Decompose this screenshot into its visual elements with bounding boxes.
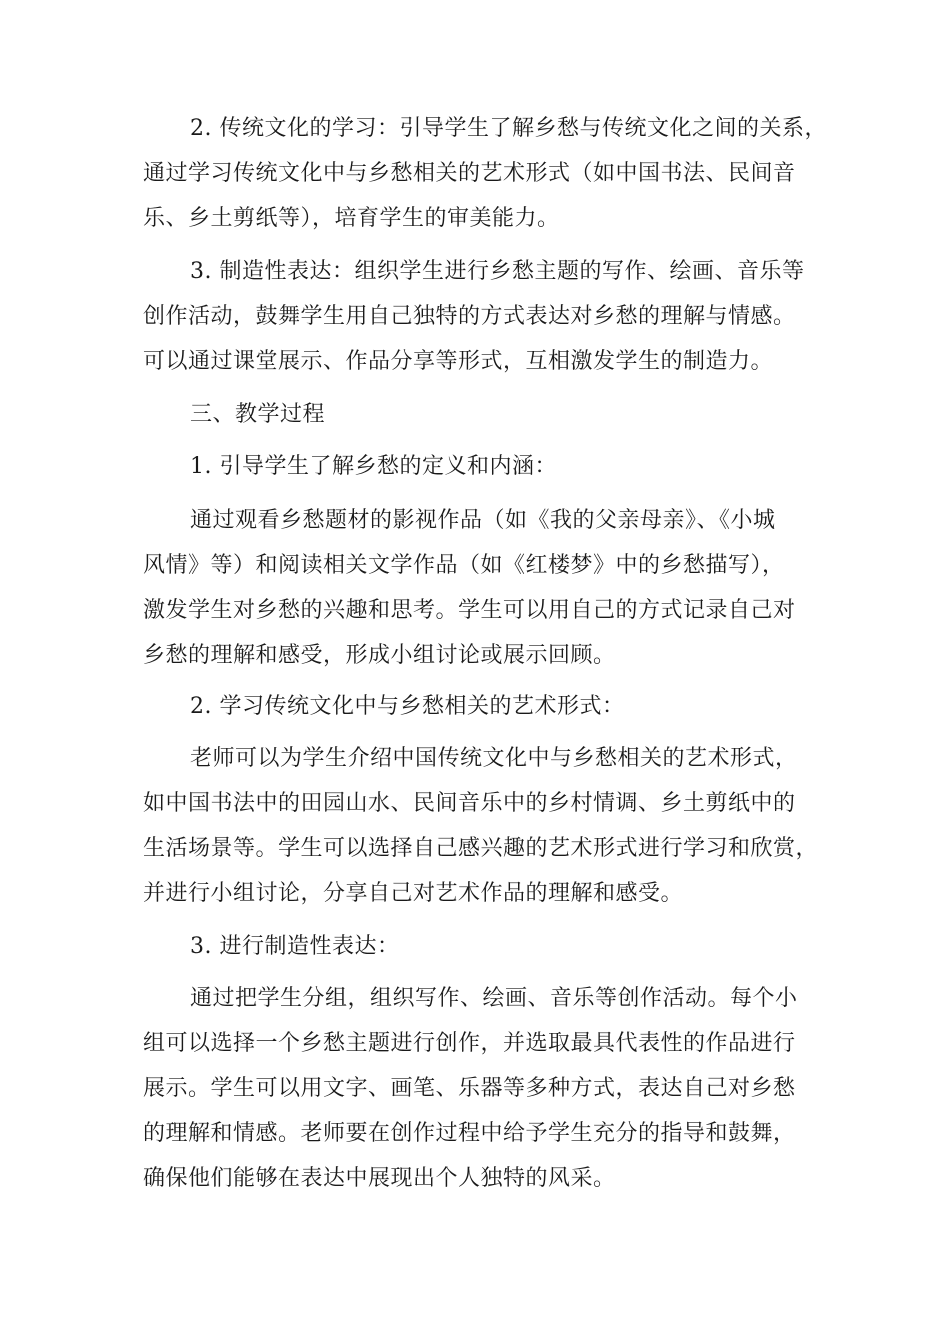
step3-body-line-1: 通过把学生分组，组织写作、绘画、音乐等创作活动。每个小 <box>190 986 798 1011</box>
step3-body-line-3: 展示。学生可以用文字、画笔、乐器等多种方式，表达自己对乡愁 <box>143 1076 796 1101</box>
step3-body-line-5: 确保他们能够在表达中展现出个人独特的风采。 <box>143 1166 616 1191</box>
step3-heading: 3. 进行制造性表达： <box>190 934 400 959</box>
step1-heading: 1. 引导学生了解乡愁的定义和内涵： <box>190 454 557 479</box>
item2-line-3: 乐、乡土剪纸等），培育学生的审美能力。 <box>143 206 560 231</box>
step2-body-line-2: 如中国书法中的田园山水、民间音乐中的乡村情调、乡土剪纸中的 <box>143 791 796 816</box>
step2-body-line-4: 并进行小组讨论，分享自己对艺术作品的理解和感受。 <box>143 881 684 906</box>
item2-line-2: 通过学习传统文化中与乡愁相关的艺术形式（如中国书法、民间音 <box>143 161 796 186</box>
step2-body-line-3: 生活场景等。学生可以选择自己感兴趣的艺术形式进行学习和欣赏， <box>143 836 819 861</box>
item2-line-1: 2. 传统文化的学习：引导学生了解乡愁与传统文化之间的关系， <box>190 116 827 141</box>
item3-line-1: 3. 制造性表达：组织学生进行乡愁主题的写作、绘画、音乐等 <box>190 259 805 284</box>
step1-body-line-4: 乡愁的理解和感受，形成小组讨论或展示回顾。 <box>143 643 616 668</box>
step2-heading: 2. 学习传统文化中与乡愁相关的艺术形式： <box>190 694 625 719</box>
section-heading: 三、教学过程 <box>190 402 326 427</box>
step3-body-line-2: 组可以选择一个乡愁主题进行创作，并选取最具代表性的作品进行 <box>143 1031 796 1056</box>
step3-body-line-4: 的理解和情感。老师要在创作过程中给予学生充分的指导和鼓舞， <box>143 1121 796 1146</box>
step1-body-line-1: 通过观看乡愁题材的影视作品（如《我的父亲母亲》、《小城 <box>190 508 776 533</box>
item3-line-2: 创作活动，鼓舞学生用自己独特的方式表达对乡愁的理解与情感。 <box>143 304 796 329</box>
step1-body-line-2: 风情》等）和阅读相关文学作品（如《红楼梦》中的乡愁描写）， <box>143 553 785 578</box>
step1-body-line-3: 激发学生对乡愁的兴趣和思考。学生可以用自己的方式记录自己对 <box>143 598 796 623</box>
item3-line-3: 可以通过课堂展示、作品分享等形式，互相激发学生的制造力。 <box>143 349 774 374</box>
step2-body-line-1: 老师可以为学生介绍中国传统文化中与乡愁相关的艺术形式， <box>190 746 798 771</box>
